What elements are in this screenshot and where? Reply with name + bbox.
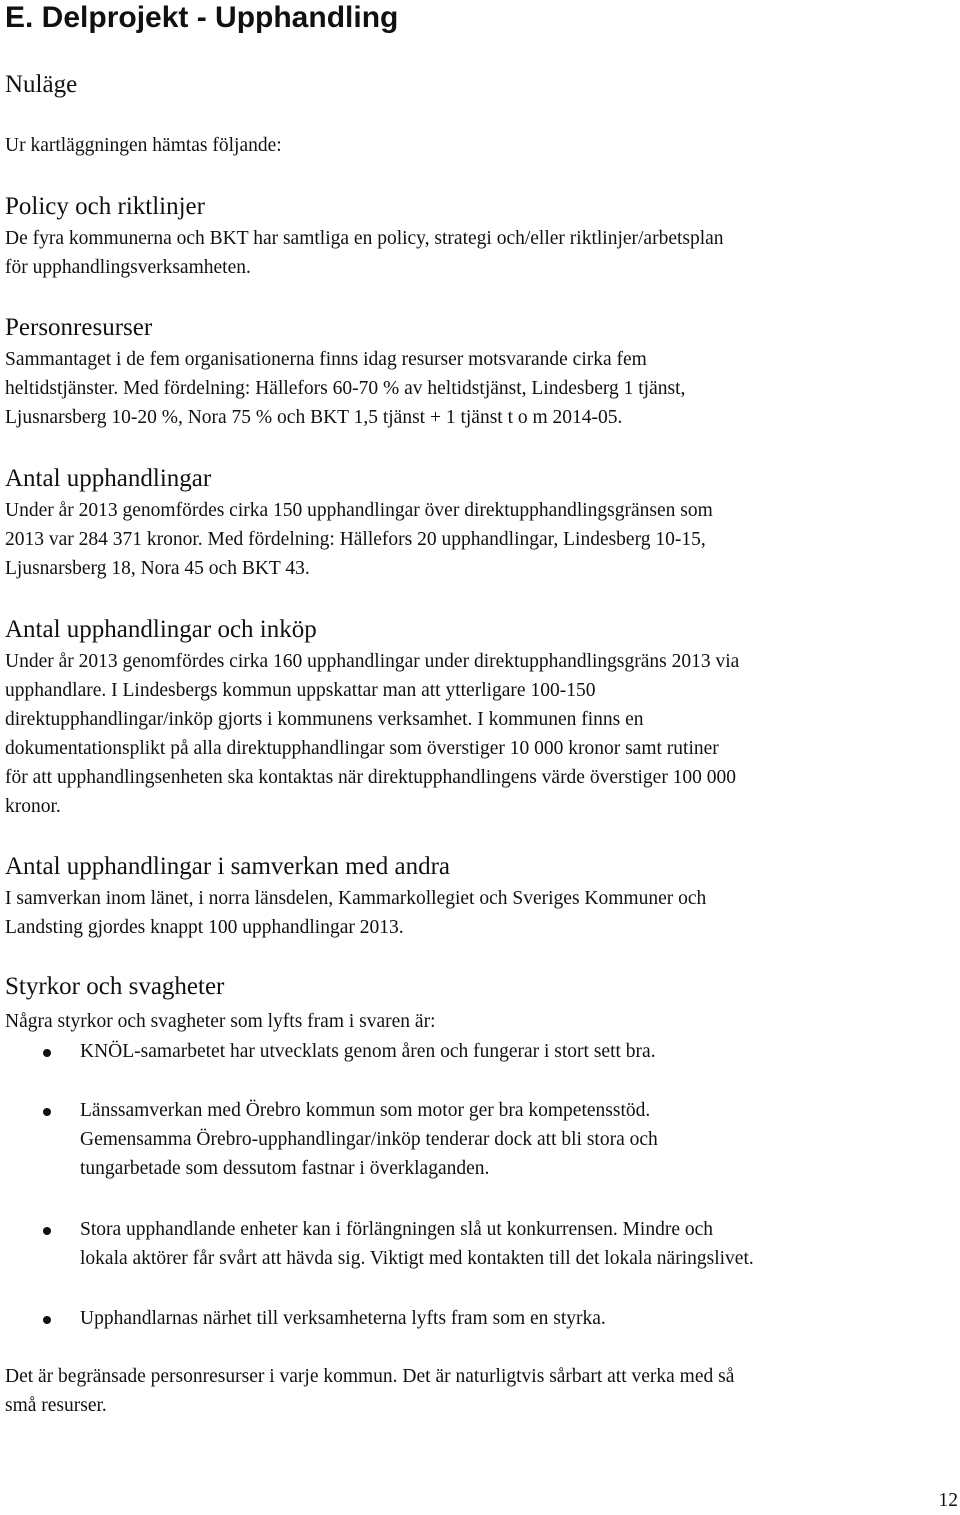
intro-text: [5, 131, 282, 160]
bullet-line: lokala aktörer får svårt att hävda sig. Viktigt med kontakten till det lokala näringslivet.: [80, 1248, 754, 1269]
bullet-line: tungarbetade som dessutom fastnar i överklaganden.: [80, 1158, 490, 1179]
nulage-heading: Nuläge: [5, 71, 78, 98]
personresurser-heading: Personresurser: [5, 314, 153, 341]
antal-inkop-line: för att upphandlingsenheten ska kontaktas när direktupphandlingens värde överstiger 100 000: [5, 767, 737, 788]
antal-upphandlingar-line: Ljusnarsberg 18, Nora 45 och BKT 43.: [5, 558, 310, 579]
antal-inkop-line: Under år 2013 genomfördes cirka 160 upphandlingar under direktupphandlingsgräns 2013 via: [5, 651, 740, 672]
bullet-text: [80, 1037, 656, 1066]
policy-paragraph: [5, 224, 724, 282]
closing-line: små resurser.: [5, 1395, 107, 1416]
antal-inkop-line: direktupphandlingar/inköp gjorts i kommunens verksamhet. I kommunen finns en: [5, 709, 644, 730]
antal-inkop-line: upphandlare. I Lindesbergs kommun uppskattar man att ytterligare 100-150: [5, 680, 596, 701]
antal-inkop-line: kronor.: [5, 796, 61, 817]
page-title: E. Delprojekt - Upphandling: [5, 1, 399, 34]
styrkor-heading: Styrkor och svagheter: [5, 973, 225, 1000]
bullet-text: [80, 1215, 754, 1273]
antal-upphandlingar-line: Under år 2013 genomfördes cirka 150 upphandlingar över direktupphandlingsgränsen som: [5, 500, 713, 521]
policy-line: för upphandlingsverksamheten.: [5, 257, 251, 278]
bullet-dot-icon: [43, 1227, 51, 1235]
bullet-line: Stora upphandlande enheter kan i förlängningen slå ut konkurrensen. Mindre och: [80, 1219, 714, 1240]
samverkan-line: Landsting gjordes knappt 100 upphandlingar 2013.: [5, 917, 404, 938]
bullet-line: Gemensamma Örebro-upphandlingar/inköp tenderar dock att bli stora och: [80, 1129, 658, 1150]
policy-heading: Policy och riktlinjer: [5, 193, 205, 220]
samverkan-paragraph: [5, 884, 706, 942]
page-number: 12: [938, 1490, 958, 1511]
styrkor-intro-line: Några styrkor och svagheter som lyfts fram i svaren är:: [5, 1011, 436, 1032]
antal-inkop-line: dokumentationsplikt på alla direktupphandlingar som överstiger 10 000 kronor samt rutiner: [5, 738, 719, 759]
personresurser-line: Ljusnarsberg 10-20 %, Nora 75 % och BKT 1,5 tjänst + 1 tjänst t o m 2014-05.: [5, 407, 623, 428]
bullet-line: Länssamverkan med Örebro kommun som motor ger bra kompetensstöd.: [80, 1100, 651, 1121]
intro-line: Ur kartläggningen hämtas följande:: [5, 135, 282, 156]
antal-upphandlingar-paragraph: [5, 496, 713, 583]
personresurser-line: heltidstjänster. Med fördelning: Hällefors 60-70 % av heltidstjänst, Lindesberg 1 tjänst,: [5, 378, 686, 399]
styrkor-intro: [5, 1007, 436, 1036]
samverkan-line: I samverkan inom länet, i norra länsdelen, Kammarkollegiet och Sveriges Kommuner och: [5, 888, 707, 909]
bullet-text: [80, 1304, 606, 1333]
antal-inkop-paragraph: [5, 647, 739, 821]
bullet-dot-icon: [43, 1049, 51, 1057]
bullet-dot-icon: [43, 1316, 51, 1324]
bullet-dot-icon: [43, 1108, 51, 1116]
antal-inkop-heading: Antal upphandlingar och inköp: [5, 616, 317, 643]
policy-line: De fyra kommunerna och BKT har samtliga en policy, strategi och/eller riktlinjer/arbetsplan: [5, 228, 724, 249]
antal-upphandlingar-heading: Antal upphandlingar: [5, 465, 212, 492]
bullet-text: [80, 1096, 658, 1183]
personresurser-paragraph: [5, 345, 685, 432]
personresurser-line: Sammantaget i de fem organisationerna finns idag resurser motsvarande cirka fem: [5, 349, 647, 370]
closing-paragraph: [5, 1362, 734, 1420]
closing-line: Det är begränsade personresurser i varje kommun. Det är naturligtvis sårbart att verka med så: [5, 1366, 735, 1387]
bullet-line: Upphandlarnas närhet till verksamheterna lyfts fram som en styrka.: [80, 1308, 606, 1329]
bullet-line: KNÖL-samarbetet har utvecklats genom åren och fungerar i stort sett bra.: [80, 1041, 656, 1062]
antal-upphandlingar-line: 2013 var 284 371 kronor. Med fördelning: Hällefors 20 upphandlingar, Lindesberg 10-15,: [5, 529, 706, 550]
samverkan-heading: Antal upphandlingar i samverkan med andra: [5, 853, 450, 880]
